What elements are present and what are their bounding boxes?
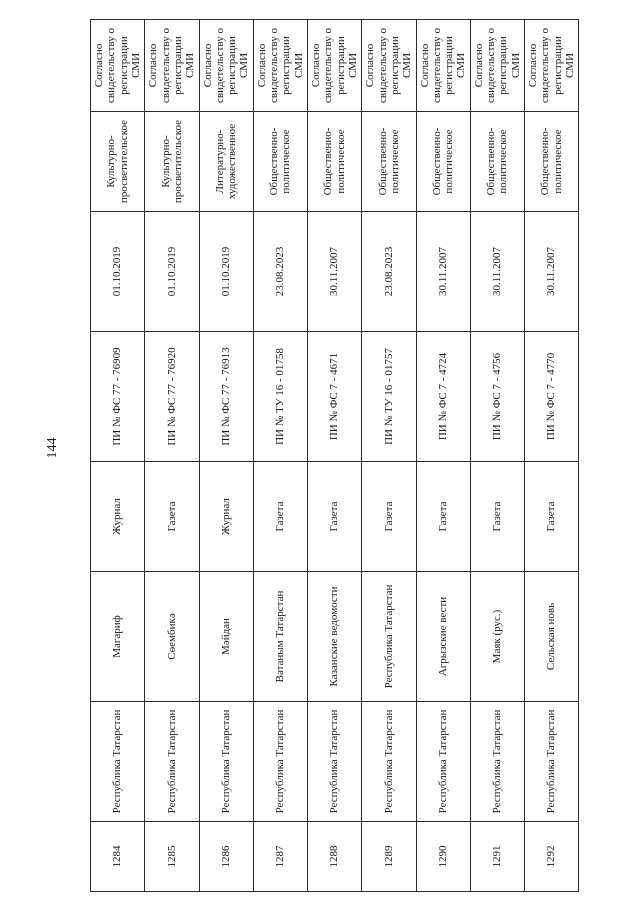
topic-cell: Литературно-художественное [199,112,253,212]
territory-cell: Согласно свидетельству о регистрации СМИ [470,20,524,112]
media-name-cell: Сөембикә [145,572,199,702]
registration-date-cell: 01.10.2019 [145,212,199,332]
topic-cell: Общественно-политическое [416,112,470,212]
registration-number-cell: ПИ № ФС 7 - 4756 [470,332,524,462]
registration-number-cell: ПИ № ТУ 16 - 01757 [362,332,416,462]
region-cell: Республика Татарстан [362,702,416,822]
media-registry-table [90,19,579,892]
territory-cell: Согласно свидетельству о регистрации СМИ [253,20,307,112]
topic-cell: Общественно-политическое [362,112,416,212]
region-cell: Республика Татарстан [253,702,307,822]
media-type-cell: Журнал [199,462,253,572]
row-number-cell: 1288 [308,822,362,892]
registration-date-cell: 30.11.2007 [470,212,524,332]
topic-cell: Общественно-политическое [470,112,524,212]
table-row [253,20,307,892]
registration-number-cell: ПИ № ТУ 16 - 01758 [253,332,307,462]
region-cell: Республика Татарстан [308,702,362,822]
media-name-cell: Ватаным Татарстан [253,572,307,702]
registration-number-cell: ПИ № ФС 7 - 4724 [416,332,470,462]
registration-number-cell: ПИ № ФС 7 - 4671 [308,332,362,462]
table-row [199,20,253,892]
media-name-cell: Магариф [91,572,145,702]
topic-cell: Культурно-просветительское [145,112,199,212]
territory-cell: Согласно свидетельству о регистрации СМИ [308,20,362,112]
region-cell: Республика Татарстан [470,702,524,822]
table-row [416,20,470,892]
media-name-cell: Сельская новь [525,572,579,702]
topic-cell: Общественно-политическое [525,112,579,212]
registration-date-cell: 30.11.2007 [308,212,362,332]
registration-date-cell: 01.10.2019 [199,212,253,332]
row-number-cell: 1292 [525,822,579,892]
territory-cell: Согласно свидетельству о регистрации СМИ [416,20,470,112]
row-number-cell: 1290 [416,822,470,892]
media-name-cell: Агрызские вести [416,572,470,702]
registration-date-cell: 30.11.2007 [416,212,470,332]
table-row [525,20,579,892]
media-type-cell: Газета [253,462,307,572]
registration-date-cell: 23.08.2023 [362,212,416,332]
region-cell: Республика Татарстан [525,702,579,822]
table-row [308,20,362,892]
registration-date-cell: 01.10.2019 [91,212,145,332]
row-number-cell: 1289 [362,822,416,892]
registration-date-cell: 23.08.2023 [253,212,307,332]
media-type-cell: Газета [145,462,199,572]
region-cell: Республика Татарстан [416,702,470,822]
page-number: 144 [45,437,60,459]
registration-number-cell: ПИ № ФС 7 - 4770 [525,332,579,462]
table-row [362,20,416,892]
media-name-cell: Казанские ведомости [308,572,362,702]
media-name-cell: Республика Татарстан [362,572,416,702]
row-number-cell: 1291 [470,822,524,892]
topic-cell: Культурно-просветительское [91,112,145,212]
territory-cell: Согласно свидетельству о регистрации СМИ [525,20,579,112]
region-cell: Республика Татарстан [199,702,253,822]
media-type-cell: Газета [470,462,524,572]
topic-cell: Общественно-политическое [253,112,307,212]
row-number-cell: 1285 [145,822,199,892]
media-type-cell: Журнал [91,462,145,572]
media-name-cell: Мәйдан [199,572,253,702]
media-type-cell: Газета [362,462,416,572]
table-row [145,20,199,892]
table-row [470,20,524,892]
territory-cell: Согласно свидетельству о регистрации СМИ [91,20,145,112]
row-number-cell: 1286 [199,822,253,892]
registration-number-cell: ПИ № ФС 77 - 76909 [91,332,145,462]
row-number-cell: 1287 [253,822,307,892]
region-cell: Республика Татарстан [145,702,199,822]
media-type-cell: Газета [416,462,470,572]
table-row [91,20,145,892]
territory-cell: Согласно свидетельству о регистрации СМИ [145,20,199,112]
media-name-cell: Маяк (рус.) [470,572,524,702]
registration-date-cell: 30.11.2007 [525,212,579,332]
media-type-cell: Газета [525,462,579,572]
registration-number-cell: ПИ № ФС 77 - 76913 [199,332,253,462]
region-cell: Республика Татарстан [91,702,145,822]
topic-cell: Общественно-политическое [308,112,362,212]
territory-cell: Согласно свидетельству о регистрации СМИ [362,20,416,112]
media-type-cell: Газета [308,462,362,572]
territory-cell: Согласно свидетельству о регистрации СМИ [199,20,253,112]
registration-number-cell: ПИ № ФС 77 - 76920 [145,332,199,462]
row-number-cell: 1284 [91,822,145,892]
